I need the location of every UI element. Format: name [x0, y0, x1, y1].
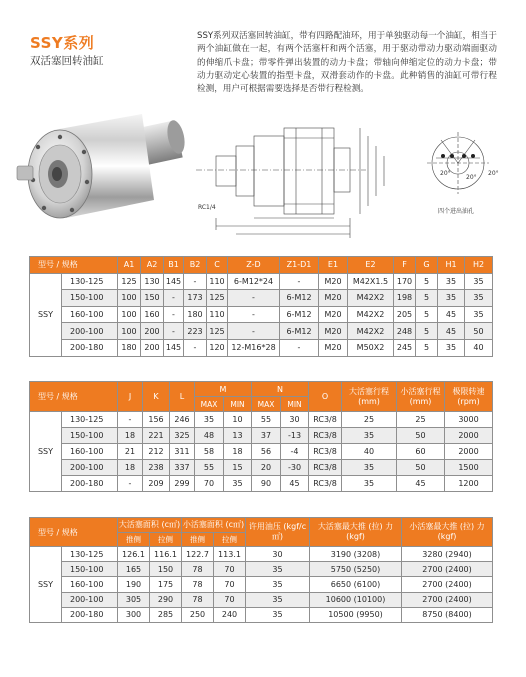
table1-header: B1 [164, 257, 184, 274]
table-cell: 35 [438, 290, 465, 307]
table-cell: 60 [397, 444, 445, 460]
table1-header: B2 [184, 257, 207, 274]
table2-header-speed: 极限转速 (rpm) [445, 382, 493, 412]
table-cell: 18 [224, 444, 252, 460]
table1-header: H1 [438, 257, 465, 274]
model-cell: 200-100 [62, 460, 118, 476]
drawing-label-angle2: 20° [466, 174, 477, 181]
table2-header-row [30, 382, 493, 397]
table-cell: 126.1 [118, 547, 150, 562]
table-cell: 37 [252, 428, 281, 444]
technical-drawing [196, 118, 496, 250]
table-cell: RC3/8 [309, 460, 342, 476]
table-cell: M20 [319, 323, 348, 340]
table-cell: 55 [252, 412, 281, 428]
table3-subheader-pull: 拉侧 [214, 532, 246, 547]
table-cell: 125 [207, 323, 228, 340]
drawing-label-angle1: 20° [440, 170, 451, 177]
table-cell: 35 [246, 577, 310, 592]
drawing-label-rc: RC1/4 [198, 204, 216, 211]
table-cell: 58 [195, 444, 224, 460]
table-cell: 5 [416, 339, 438, 356]
table-cell: 50 [465, 323, 493, 340]
table-cell: 240 [214, 607, 246, 622]
table-row [30, 562, 493, 577]
table-cell: 175 [150, 577, 182, 592]
table-cell: 198 [394, 290, 416, 307]
table-cell: 120 [207, 339, 228, 356]
table-cell: 12-M16*28 [228, 339, 280, 356]
table-cell: - [164, 323, 184, 340]
table-row [30, 273, 493, 290]
table-cell: 18 [118, 428, 143, 444]
table-row [30, 428, 493, 444]
table-cell: 180 [118, 339, 141, 356]
table2-subheader-min: MIN [281, 397, 309, 412]
table-cell: 35 [465, 306, 493, 323]
drawing-label-hole: 四个进出油孔 [438, 208, 475, 215]
table3-subheader-push: 推侧 [118, 532, 150, 547]
table-cell: M20 [319, 306, 348, 323]
table-cell: -30 [281, 460, 309, 476]
model-cell: 130-125 [62, 412, 118, 428]
table-cell: 1500 [445, 460, 493, 476]
table-cell: 221 [143, 428, 170, 444]
table-cell: 70 [214, 577, 246, 592]
series-cell: SSY [30, 273, 62, 356]
table2-subheader-max: MAX [252, 397, 281, 412]
table-cell: 18 [118, 460, 143, 476]
table-cell: 45 [397, 476, 445, 492]
model-cell: 200-100 [62, 592, 118, 607]
performance-table [29, 517, 493, 623]
dimension-table-2 [29, 381, 493, 492]
table3-header-pressure: 许用油压 (kgf/c㎡) [246, 518, 310, 547]
table1-header: E2 [348, 257, 394, 274]
table-cell: 70 [195, 476, 224, 492]
table-cell: 209 [143, 476, 170, 492]
table-cell: 35 [246, 562, 310, 577]
table-cell: - [164, 306, 184, 323]
table-row [30, 547, 493, 562]
table-cell: M50X2 [348, 339, 394, 356]
table2-header-small-stroke: 小活塞行程 (mm) [397, 382, 445, 412]
table-cell: 78 [182, 577, 214, 592]
table2-header-model: 型号 / 规格 [30, 382, 118, 412]
table-cell: RC3/8 [309, 412, 342, 428]
drawing-label-angle3: 20° [488, 170, 499, 177]
table-cell: 212 [143, 444, 170, 460]
table3-header-big-area: 大活塞面积 (c㎡) [118, 518, 182, 533]
table-cell: 2700 (2400) [402, 577, 493, 592]
table2-header-j: J [118, 382, 143, 412]
table-cell: 200 [141, 323, 164, 340]
model-cell: 160-100 [62, 577, 118, 592]
table-cell: 50 [397, 428, 445, 444]
table2-header-k: K [143, 382, 170, 412]
table-row [30, 323, 493, 340]
table-cell: 156 [143, 412, 170, 428]
table-cell: M42X2 [348, 290, 394, 307]
page-subtitle: 双活塞回转油缸 [30, 55, 104, 67]
model-cell: 200-180 [62, 476, 118, 492]
table-cell: 35 [195, 412, 224, 428]
table-cell: 245 [394, 339, 416, 356]
table-cell: 100 [118, 323, 141, 340]
table2-header-l: L [170, 382, 195, 412]
table-cell: 100 [118, 306, 141, 323]
table-cell: 35 [465, 273, 493, 290]
table-cell: - [228, 290, 280, 307]
table-cell: 113.1 [214, 547, 246, 562]
table-cell: 40 [342, 444, 397, 460]
table-cell: 45 [281, 476, 309, 492]
model-cell: 130-125 [62, 547, 118, 562]
table-cell: 70 [214, 562, 246, 577]
table1-header: Z1-D1 [280, 257, 319, 274]
table-row [30, 412, 493, 428]
table1-header: A2 [141, 257, 164, 274]
model-cell: 200-180 [62, 607, 118, 622]
table1-header: Z-D [228, 257, 280, 274]
dimension-table-1 [29, 256, 493, 357]
table-cell: 90 [252, 476, 281, 492]
table-cell: M20 [319, 273, 348, 290]
table1-header: G [416, 257, 438, 274]
table-cell: 5 [416, 323, 438, 340]
table-cell: -13 [281, 428, 309, 444]
table-cell: 5 [416, 273, 438, 290]
table-cell: 40 [465, 339, 493, 356]
table-cell: 150 [141, 290, 164, 307]
table-cell: 3000 [445, 412, 493, 428]
table-cell: 200 [141, 339, 164, 356]
table2-header-big-stroke: 大活塞行程 (mm) [342, 382, 397, 412]
table-cell: 325 [170, 428, 195, 444]
table-cell: 165 [118, 562, 150, 577]
table-cell: 248 [394, 323, 416, 340]
table-cell: 5750 (5250) [310, 562, 402, 577]
page-title: SSY系列 [30, 34, 95, 52]
table3-header-small-area: 小活塞面积 (c㎡) [182, 518, 246, 533]
table-row [30, 290, 493, 307]
table-cell: 35 [342, 428, 397, 444]
table-cell: 311 [170, 444, 195, 460]
table-row [30, 577, 493, 592]
table-cell: 35 [438, 273, 465, 290]
model-cell: 160-100 [62, 306, 118, 323]
table-row [30, 592, 493, 607]
model-cell: 160-100 [62, 444, 118, 460]
table-cell: RC3/8 [309, 444, 342, 460]
table-cell: 35 [465, 290, 493, 307]
table-cell: 110 [207, 273, 228, 290]
table-row [30, 607, 493, 622]
series-cell: SSY [30, 412, 62, 492]
table-cell: 35 [246, 607, 310, 622]
table-cell: 10600 (10100) [310, 592, 402, 607]
table-cell: 3280 (2940) [402, 547, 493, 562]
table-cell: 15 [224, 460, 252, 476]
intro-paragraph: SSY系列双活塞回转油缸，带有四路配油环，用于单独驱动每一个油缸，相当于两个油缸做在一起，有两个活塞杆和两个活塞，用于驱动带动力驱动端面驱动的伸缩爪卡盘；带零件弹出装置的动力卡盘；带轴向伸缩定位的动力卡盘；带动力驱动定心装置的指型卡盘，双滑套动作的卡盘。此种销售的油缸可带行程检测，用户可根据需要选择是否带行程检测。 [197, 31, 497, 95]
model-cell: 150-100 [62, 290, 118, 307]
table-cell: 30 [246, 547, 310, 562]
table-cell: 35 [438, 339, 465, 356]
table-cell: 1200 [445, 476, 493, 492]
table-cell: 5 [416, 290, 438, 307]
table-row [30, 444, 493, 460]
table-cell: 25 [342, 412, 397, 428]
table-cell: M42X2 [348, 306, 394, 323]
table-cell: 110 [207, 306, 228, 323]
table2-subheader-min: MIN [224, 397, 252, 412]
table-cell: 238 [143, 460, 170, 476]
table-cell: RC3/8 [309, 476, 342, 492]
table-row [30, 460, 493, 476]
table-cell: M20 [319, 290, 348, 307]
table-cell: 150 [150, 562, 182, 577]
table-cell: RC3/8 [309, 428, 342, 444]
table-cell: 250 [182, 607, 214, 622]
table3-header-small-force: 小活塞最大推 (拉) 力(kgf) [402, 518, 493, 547]
table-cell: 122.7 [182, 547, 214, 562]
table2-header-o: O [309, 382, 342, 412]
table2-header-m: M [195, 382, 252, 397]
table-cell: 145 [164, 339, 184, 356]
table-cell: 246 [170, 412, 195, 428]
model-cell: 200-180 [62, 339, 118, 356]
table-cell: 45 [438, 323, 465, 340]
table-cell: 190 [118, 577, 150, 592]
table-cell: 6-M12 [280, 306, 319, 323]
table-cell: 160 [141, 306, 164, 323]
table-cell: 223 [184, 323, 207, 340]
table-cell: 337 [170, 460, 195, 476]
table-cell: 290 [150, 592, 182, 607]
table-cell: 116.1 [150, 547, 182, 562]
table-cell: - [118, 476, 143, 492]
table3-header-model: 型号 / 规格 [30, 518, 118, 547]
table-cell: 30 [281, 412, 309, 428]
table1-header: 型号 / 规格 [30, 257, 118, 274]
table1-header: C [207, 257, 228, 274]
table-cell: - [184, 339, 207, 356]
table-cell: 48 [195, 428, 224, 444]
table-cell: 305 [118, 592, 150, 607]
table-cell: 2000 [445, 444, 493, 460]
table-cell: 55 [195, 460, 224, 476]
table-cell: 300 [118, 607, 150, 622]
table-cell: 2000 [445, 428, 493, 444]
table-cell: 205 [394, 306, 416, 323]
table-cell: 78 [182, 592, 214, 607]
table-cell: 285 [150, 607, 182, 622]
table-cell: 180 [184, 306, 207, 323]
table-cell: - [280, 273, 319, 290]
table-cell: 78 [182, 562, 214, 577]
table-cell: 13 [224, 428, 252, 444]
table-cell: 25 [397, 412, 445, 428]
table-cell: 130 [141, 273, 164, 290]
table-cell: 125 [118, 273, 141, 290]
table3-subheader-pull: 拉侧 [150, 532, 182, 547]
table-cell: 6-M12*24 [228, 273, 280, 290]
table3-header-row [30, 518, 493, 533]
table-cell: 35 [224, 476, 252, 492]
table-cell: 2700 (2400) [402, 562, 493, 577]
table-cell: 2700 (2400) [402, 592, 493, 607]
table-row [30, 339, 493, 356]
table-row [30, 306, 493, 323]
table-cell: M42X2 [348, 323, 394, 340]
table-cell: - [280, 339, 319, 356]
table1-header: H2 [465, 257, 493, 274]
table-cell: 21 [118, 444, 143, 460]
product-photo [14, 92, 194, 240]
table1-header-row [30, 257, 493, 274]
table-cell: 3190 (3208) [310, 547, 402, 562]
table-cell: 35 [246, 592, 310, 607]
table-cell: - [184, 273, 207, 290]
table-cell: 173 [184, 290, 207, 307]
table-cell: 35 [342, 460, 397, 476]
table-cell: 6-M12 [280, 323, 319, 340]
model-cell: 200-100 [62, 323, 118, 340]
table1-header: A1 [118, 257, 141, 274]
table-cell: 10500 (9950) [310, 607, 402, 622]
table-cell: - [164, 290, 184, 307]
table-cell: 10 [224, 412, 252, 428]
table-cell: 45 [438, 306, 465, 323]
table-cell: 56 [252, 444, 281, 460]
table-cell: -4 [281, 444, 309, 460]
table-cell: - [118, 412, 143, 428]
table-cell: 5 [416, 306, 438, 323]
table-cell: 145 [164, 273, 184, 290]
table-cell: 20 [252, 460, 281, 476]
table-cell: - [228, 323, 280, 340]
table1-header: E1 [319, 257, 348, 274]
model-cell: 150-100 [62, 428, 118, 444]
table-cell: 125 [207, 290, 228, 307]
table-cell: 6-M12 [280, 290, 319, 307]
table-cell: 70 [214, 592, 246, 607]
series-cell: SSY [30, 547, 62, 623]
table-row [30, 476, 493, 492]
table2-subheader-max: MAX [195, 397, 224, 412]
table-cell: 35 [342, 476, 397, 492]
table3-subheader-push: 推侧 [182, 532, 214, 547]
table-cell: 170 [394, 273, 416, 290]
table3-header-big-force: 大活塞最大推 (拉) 力(kgf) [310, 518, 402, 547]
table-cell: M20 [319, 339, 348, 356]
table-cell: 299 [170, 476, 195, 492]
table2-header-n: N [252, 382, 309, 397]
table-cell: 100 [118, 290, 141, 307]
table-cell: 6650 (6100) [310, 577, 402, 592]
table1-header: F [394, 257, 416, 274]
table-cell: 50 [397, 460, 445, 476]
table-cell: 8750 (8400) [402, 607, 493, 622]
model-cell: 150-100 [62, 562, 118, 577]
table-cell: - [228, 306, 280, 323]
table-cell: M42X1.5 [348, 273, 394, 290]
model-cell: 130-125 [62, 273, 118, 290]
